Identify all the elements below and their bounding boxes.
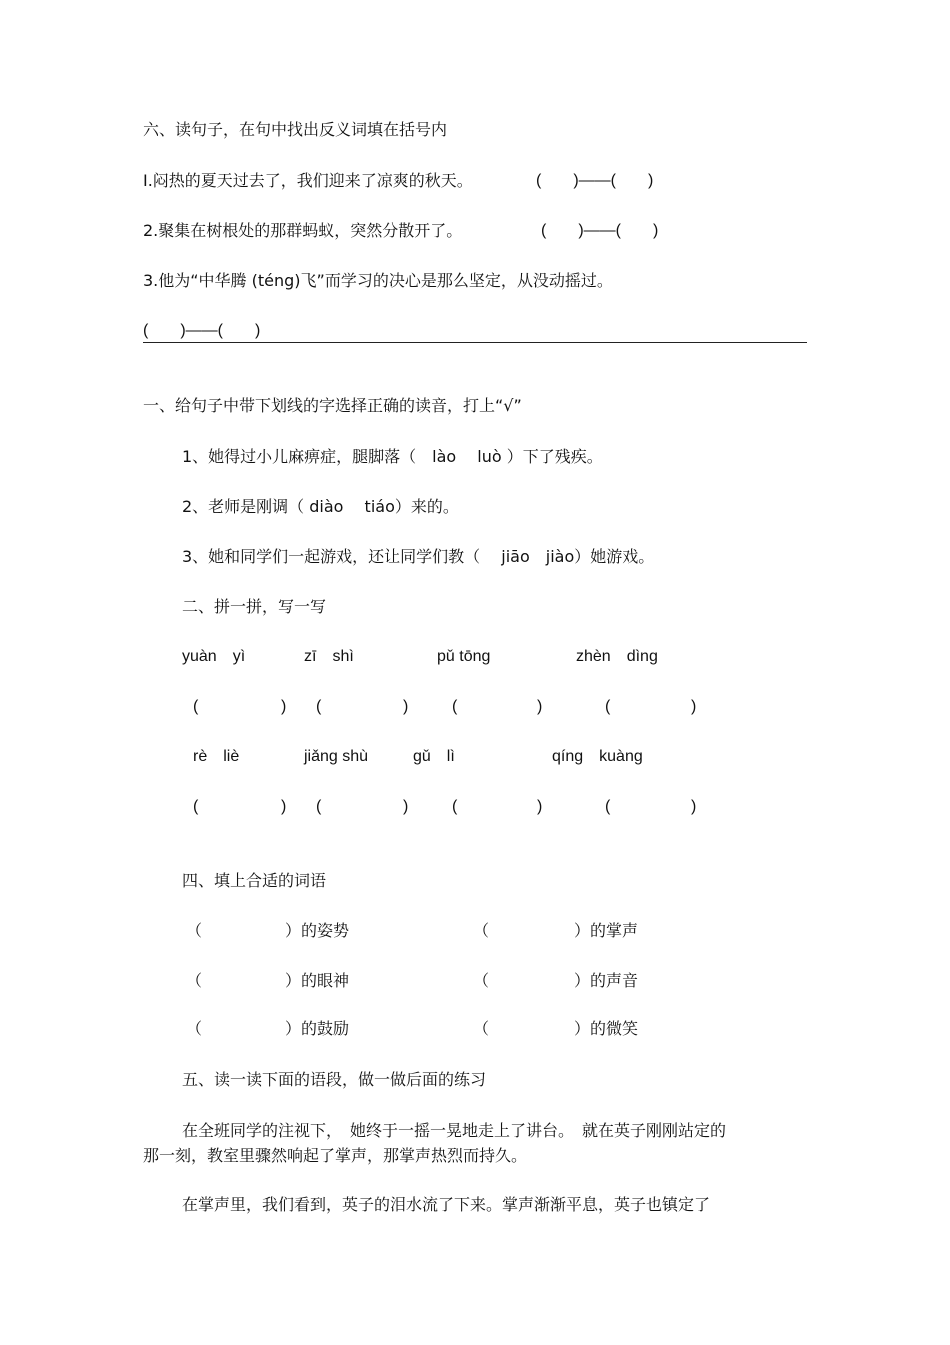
passage-line: 在掌声里，我们看到，英子的泪水流了下来。掌声渐渐平息，英子也镇定了 [182,1195,711,1214]
paren-close: ) [691,798,697,815]
pinyin-word: qíng kuàng [552,748,643,765]
section1-item-3: 3、她和同学们一起游戏，还让同学们教（ jiāo jiào）她游戏。 [182,547,655,566]
section6-answer-blank-3[interactable]: ( )——( ) [143,322,261,339]
paren-close: ) [537,798,543,815]
fill-open-paren: （ [186,921,203,940]
pinyin-word: zī shì [304,648,354,665]
paren-open: ( [193,698,199,715]
fill-phrase: ）的姿势 [285,921,350,940]
paren-close: ) [691,698,697,715]
section1-title: 一、给句子中带下划线的字选择正确的读音，打上“√” [143,396,522,415]
passage-line: 那一刻，教室里骤然响起了掌声，那掌声热烈而持久。 [143,1146,528,1165]
fill-open-paren: （ [473,1019,490,1038]
paren-close: ) [281,798,287,815]
section6-question-3: 3.他为“中华腾 (téng)飞”而学习的决心是那么坚定，从没动摇过。 [143,271,613,290]
section1-item-1: 1、她得过小儿麻痹症，腿脚落（ lào luò ）下了残疾。 [182,447,603,466]
pinyin-word: rè liè [193,748,240,765]
paren-open: ( [193,798,199,815]
section1-item-2: 2、老师是刚调（ diào tiáo）来的。 [182,497,459,516]
paren-open: ( [605,798,611,815]
fill-open-paren: （ [473,971,490,990]
fill-open-paren: （ [473,921,490,940]
passage-line: 在全班同学的注视下， 她终于一摇一晃地走上了讲台。 就在英子刚刚站定的 [182,1121,727,1140]
fill-phrase: ）的眼神 [285,971,350,990]
fill-phrase: ）的鼓励 [285,1019,350,1038]
pinyin-word: yuàn yì [182,648,246,665]
paren-close: ) [403,798,409,815]
pinyin-word: jiǎng shù [304,748,369,765]
fill-phrase: ）的掌声 [574,921,639,940]
fill-open-paren: （ [186,1019,203,1038]
section2-title: 二、拼一拼，写一写 [182,597,327,616]
fill-open-paren: （ [186,971,203,990]
paren-open: ( [316,698,322,715]
paren-open: ( [316,798,322,815]
section6-question-2: 2.聚集在树根处的那群蚂蚁，突然分散开了。 [143,221,463,240]
section6-answer-blank-1[interactable]: ( )——( ) [536,172,654,189]
pinyin-word: pǔ tōng [437,648,491,665]
fill-phrase: ）的声音 [574,971,639,990]
paren-close: ) [403,698,409,715]
paren-open: ( [605,698,611,715]
section6-answer-blank-2[interactable]: ( )——( ) [541,222,659,239]
section6-title: 六、读句子，在句中找出反义词填在括号内 [143,120,448,139]
pinyin-word: zhèn dìng [576,648,658,665]
paren-close: ) [281,698,287,715]
paren-close: ) [537,698,543,715]
paren-open: ( [452,698,458,715]
section4-title: 四、填上合适的词语 [182,871,327,890]
section5-title: 五、读一读下面的语段，做一做后面的练习 [182,1070,487,1089]
pinyin-word: gǔ lì [413,748,455,765]
section6-question-1: I.闷热的夏天过去了，我们迎来了凉爽的秋天。 [143,171,473,190]
section-divider [143,342,807,343]
paren-open: ( [452,798,458,815]
fill-phrase: ）的微笑 [574,1019,639,1038]
